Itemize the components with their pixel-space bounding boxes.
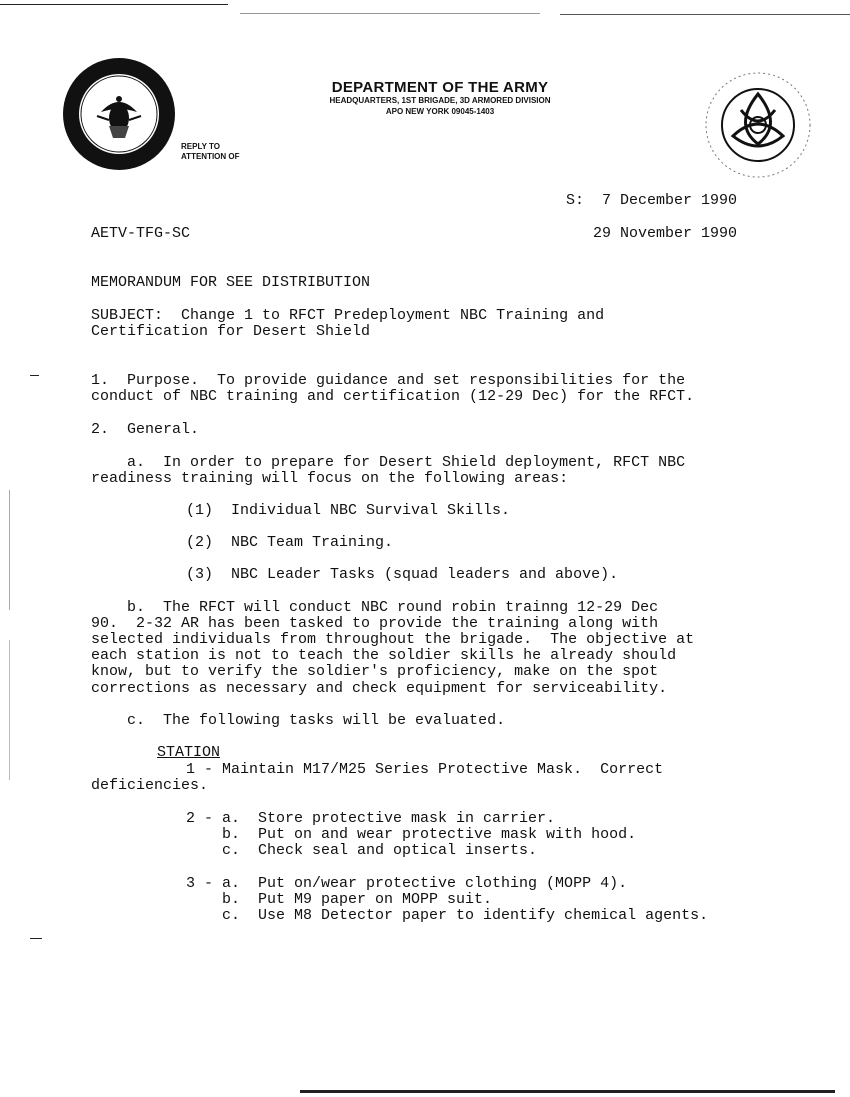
station-3-b: b. Put M9 paper on MOPP suit. <box>186 891 493 908</box>
station-3-c: c. Use M8 Detector paper to identify chemical agents. <box>186 907 709 924</box>
station-1-line-1: 1 - Maintain M17/M25 Series Protective Mask. Correct <box>186 761 664 778</box>
letterhead-headquarters: HEADQUARTERS, 1ST BRIGADE, 3D ARMORED DIVISION <box>329 96 551 105</box>
focus-area-1: (1) Individual NBC Survival Skills. <box>186 502 511 519</box>
suspense-date: S: 7 December 1990 <box>566 192 738 209</box>
scan-artifact-top-line <box>0 4 228 5</box>
station-3-a: 3 - a. Put on/wear protective clothing (MOPP 4). <box>186 875 628 892</box>
scan-artifact-top-dots <box>240 13 540 14</box>
para2a-line-1: a. In order to prepare for Desert Shield deployment, RFCT NBC <box>91 454 686 471</box>
focus-area-2: (2) NBC Team Training. <box>186 534 394 551</box>
letterhead-department: DEPARTMENT OF THE ARMY <box>331 79 549 96</box>
subject-line-2: Certification for Desert Shield <box>91 323 371 340</box>
subject-line-1: SUBJECT: Change 1 to RFCT Predeployment NBC Training and <box>91 307 605 324</box>
para2b-line-4: each station is not to teach the soldier skills he already should <box>91 647 677 664</box>
station-1-line-2: deficiencies. <box>91 777 209 794</box>
station-2-c: c. Check seal and optical inserts. <box>186 842 538 859</box>
station-2-b: b. Put on and wear protective mask with hood. <box>186 826 637 843</box>
para2b-line-6: corrections as necessary and check equipment for serviceability. <box>91 680 668 697</box>
scan-artifact-bottom-line <box>300 1090 835 1093</box>
para2b-line-1: b. The RFCT will conduct NBC round robin trainng 12-29 Dec <box>91 599 659 616</box>
scan-artifact-left-mark-2 <box>30 938 42 939</box>
station-2-a: 2 - a. Store protective mask in carrier. <box>186 810 556 827</box>
office-symbol: AETV-TFG-SC <box>91 225 191 242</box>
scan-artifact-left-edge-2 <box>9 640 10 780</box>
para2c-line: c. The following tasks will be evaluated. <box>91 712 506 729</box>
para2b-line-5: know, but to verify the soldier's proficiency, make on the spot <box>91 663 659 680</box>
memo-for: MEMORANDUM FOR SEE DISTRIBUTION <box>91 274 371 291</box>
para1-line-2: conduct of NBC training and certification (12-29 Dec) for the RFCT. <box>91 388 695 405</box>
para2b-line-2: 90. 2-32 AR has been tasked to provide the training along with <box>91 615 659 632</box>
para1-line-1: 1. Purpose. To provide guidance and set responsibilities for the <box>91 372 686 389</box>
para2a-line-2: readiness training will focus on the following areas: <box>91 470 569 487</box>
focus-area-3: (3) NBC Leader Tasks (squad leaders and above). <box>186 566 619 583</box>
para2-heading: 2. General. <box>91 421 200 438</box>
para2b-line-3: selected individuals from throughout the brigade. The objective at <box>91 631 695 648</box>
scan-artifact-left-mark <box>30 375 39 376</box>
letterhead-apo: APO NEW YORK 09045-1403 <box>385 107 495 116</box>
memo-date: 29 November 1990 <box>593 225 738 242</box>
station-heading: STATION <box>157 744 221 761</box>
scan-artifact-left-edge <box>9 490 10 610</box>
scan-artifact-top-dashes <box>560 14 850 15</box>
reply-to-label: REPLY TO ATTENTION OF <box>181 142 240 161</box>
